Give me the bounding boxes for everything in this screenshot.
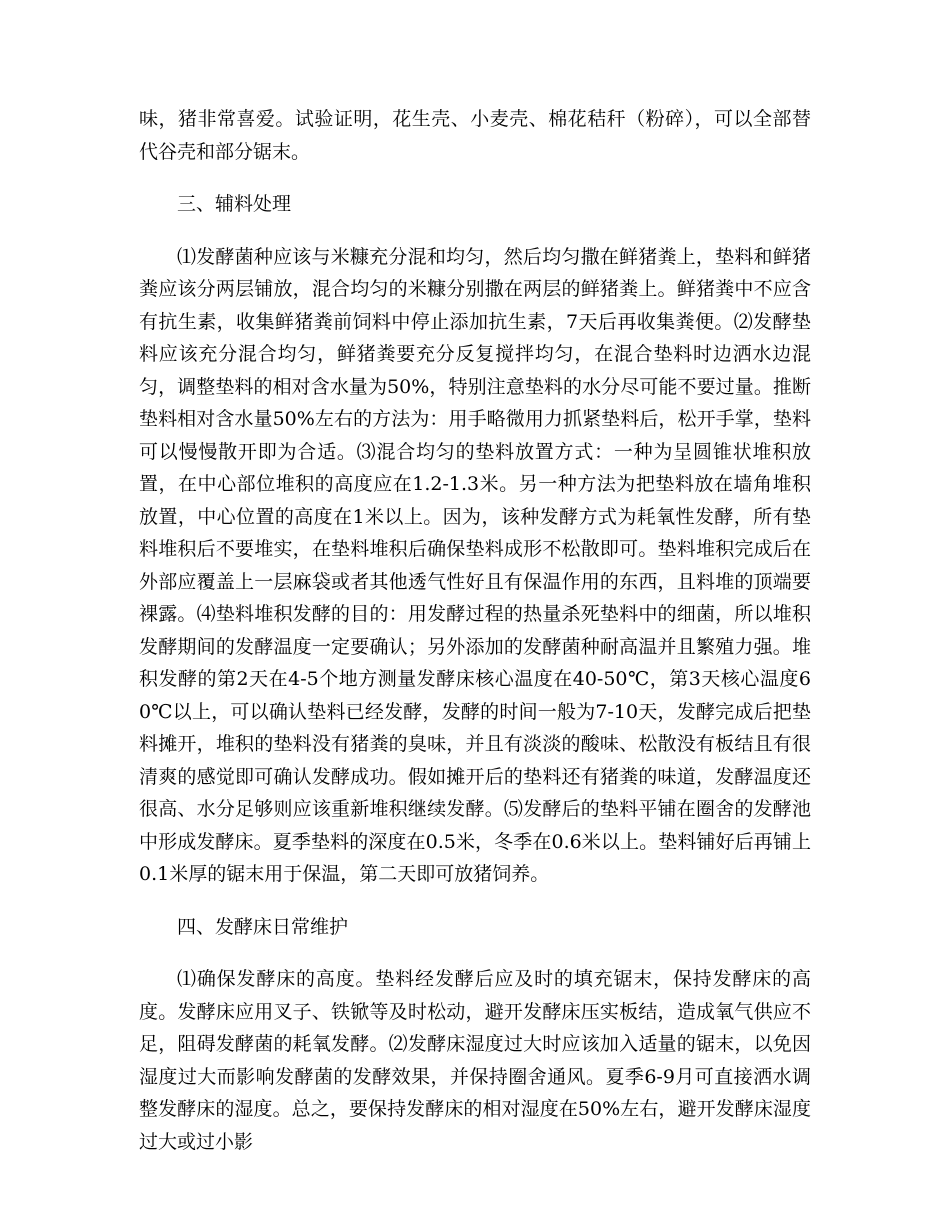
document-page	[139, 103, 811, 1158]
section-3-paragraph: ⑴发酵菌种应该与米糠充分混和均匀，然后均匀撒在鲜猪粪上，垫料和鲜猪粪应该分两层铺放，混合均匀的米糠分别撒在两层的鲜猪粪上。鲜猪粪中不应含有抗生素，收集鲜猪粪前饲料中停止添加抗生素，7天后再收集粪便。⑵发酵垫料应该充分混合均匀，鲜猪粪要充分反复搅拌均匀，在混合垫料时边洒水边混匀，调整垫料的相对含水量为50%，特别注意垫料的水分尽可能不要过量。推断垫料相对含水量50%左右的方法为：用手略微用力抓紧垫料后，松开手掌，垫料可以慢慢散开即为合适。⑶混合均匀的垫料放置方式：一种为呈圆锥状堆积放置，在中心部位堆积的高度应在1.2-1.3米。另一种方法为把垫料放在墙角堆积放置，中心位置的高度在1米以上。因为，该种发酵方式为耗氧性发酵，所有垫料堆积后不要堆实，在垫料堆积后确保垫料成形不松散即可。垫料堆积完成后在外部应覆盖上一层麻袋或者其他透气性好且有保温作用的东西，且料堆的顶端要裸露。⑷垫料堆积发酵的目的：用发酵过程的热量杀死垫料中的细菌，所以堆积发酵期间的发酵温度一定要确认；另外添加的发酵菌种耐高温并且繁殖力强。堆积发酵的第2天在4-5个地方测量发酵床核心温度在40-50℃，第3天核心温度60℃以上，可以确认垫料已经发酵，发酵的时间一般为7-10天，发酵完成后把垫料摊开，堆积的垫料没有猪粪的臭味，并且有淡淡的酸味、松散没有板结且有很清爽的感觉即可确认发酵成功。假如摊开后的垫料还有猪粪的味道，发酵温度还很高、水分足够则应该重新堆积继续发酵。⑸发酵后的垫料平铺在圈舍的发酵池中形成发酵床。夏季垫料的深度在0.5米，冬季在0.6米以上。垫料铺好后再铺上0.1米厚的锯末用于保温，第二天即可放猪饲养。	[139, 245, 811, 885]
section-4-paragraph: ⑴确保发酵床的高度。垫料经发酵后应及时的填充锯末，保持发酵床的高度。发酵床应用叉子、铁锨等及时松动，避开发酵床压实板结，造成氧气供应不足，阻碍发酵菌的耗氧发酵。⑵发酵床湿度过大时应该加入适量的锯末，以免因湿度过大而影响发酵菌的发酵效果，并保持圈舍通风。夏季6-9月可直接洒水调整发酵床的湿度。总之，要保持发酵床的相对湿度在50%左右，避开发酵床湿度过大或过小影	[139, 968, 811, 1153]
intro-paragraph: 味，猪非常喜爱。试验证明，花生壳、小麦壳、棉花秸秆（粉碎），可以全部替代谷壳和部分锯末。	[139, 108, 811, 163]
section-3-heading: 三、辅料处理	[177, 193, 292, 215]
section-4-heading: 四、发酵床日常维护	[177, 915, 349, 938]
